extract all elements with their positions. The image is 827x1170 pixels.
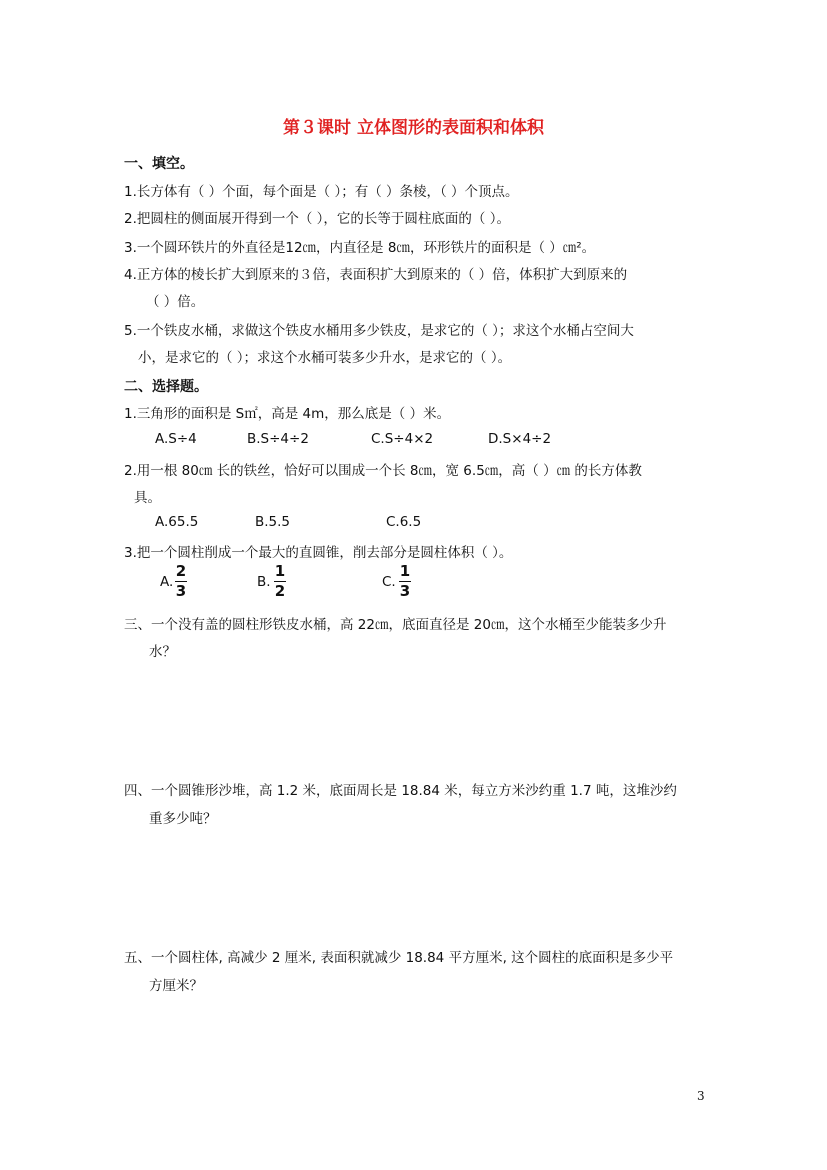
fill-question-3: 3.一个圆环铁片的外直径是12㎝，内直径是 8㎝，环形铁片的面积是（ ）㎝²。 [124, 240, 596, 256]
problem-3-line2: 水？ [149, 644, 176, 660]
choice-1-option-a: A.S÷4 [155, 431, 197, 447]
fraction-denominator: 3 [399, 582, 411, 600]
fill-question-5-line1: 5.一个铁皮水桶，求做这个铁皮水桶用多少铁皮，是求它的（ ）；求这个水桶占空间大 [124, 323, 634, 339]
page-title: 第３课时 立体图形的表面积和体积 [283, 118, 544, 138]
section-heading-fill: 一、填空。 [124, 156, 194, 172]
choice-3-option-a-fraction [175, 563, 187, 600]
choice-2-option-c: C.6.5 [386, 514, 422, 530]
fill-question-1: 1.长方体有（ ）个面，每个面是（ ）；有（ ）条棱，（ ）个顶点。 [124, 184, 519, 200]
choice-2-option-b: B.5.5 [255, 514, 291, 530]
choice-1-option-c: C.S÷4×2 [371, 431, 434, 447]
problem-5-line2: 方厘米？ [149, 978, 203, 994]
page-number: 3 [697, 1089, 705, 1103]
problem-4-line1: 四、一个圆锥形沙堆，高 1.2 米，底面周长是 18.84 米，每立方米沙约重 1.7 吨，这堆沙约 [124, 783, 677, 799]
choice-question-1: 1.三角形的面积是 S㎡，高是 4m，那么底是（ ）米。 [124, 406, 451, 422]
choice-3-option-c-label: C. [382, 574, 396, 590]
problem-4-line2: 重多少吨？ [149, 811, 217, 827]
choice-1-option-b: B.S÷4÷2 [247, 431, 309, 447]
fill-question-4-line1: 4.正方体的棱长扩大到原来的３倍，表面积扩大到原来的（ ）倍，体积扩大到原来的 [124, 267, 628, 283]
fill-question-4-line2: （ ）倍。 [146, 294, 205, 310]
choice-2-option-a: A.65.5 [155, 514, 199, 530]
problem-5-line1: 五、一个圆柱体, 高减少 2 厘米, 表面积就减少 18.84 平方厘米, 这个圆柱的底面积是多少平 [124, 950, 674, 966]
fraction-denominator: 3 [175, 582, 187, 600]
section-heading-choice: 二、选择题。 [124, 379, 208, 395]
choice-3-option-c-fraction [399, 563, 411, 600]
choice-1-option-d: D.S×4÷2 [488, 431, 552, 447]
problem-3-line1: 三、一个没有盖的圆柱形铁皮水桶，高 22㎝，底面直径是 20㎝，这个水桶至少能装多少升 [124, 617, 667, 633]
choice-question-2-line1: 2.用一根 80㎝ 长的铁丝，恰好可以围成一个长 8㎝，宽 6.5㎝，高（ ）㎝ 的长方体教 [124, 463, 642, 479]
fraction-numerator: 1 [274, 562, 286, 580]
fraction-denominator: 2 [274, 582, 286, 600]
choice-3-option-a-label: A. [160, 574, 174, 590]
fraction-numerator: 2 [175, 562, 187, 580]
fill-question-5-line2: 小，是求它的（ ）；求这个水桶可装多少升水，是求它的（ ）。 [138, 350, 512, 366]
choice-question-3: 3.把一个圆柱削成一个最大的直圆锥，削去部分是圆柱体积（ ）。 [124, 545, 513, 561]
fraction-numerator: 1 [399, 562, 411, 580]
fill-question-2: 2.把圆柱的侧面展开得到一个（ ），它的长等于圆柱底面的（ ）。 [124, 211, 510, 227]
choice-question-2-line2: 具。 [134, 490, 161, 506]
choice-3-option-b-label: B. [257, 574, 271, 590]
choice-3-option-b-fraction [274, 563, 286, 600]
